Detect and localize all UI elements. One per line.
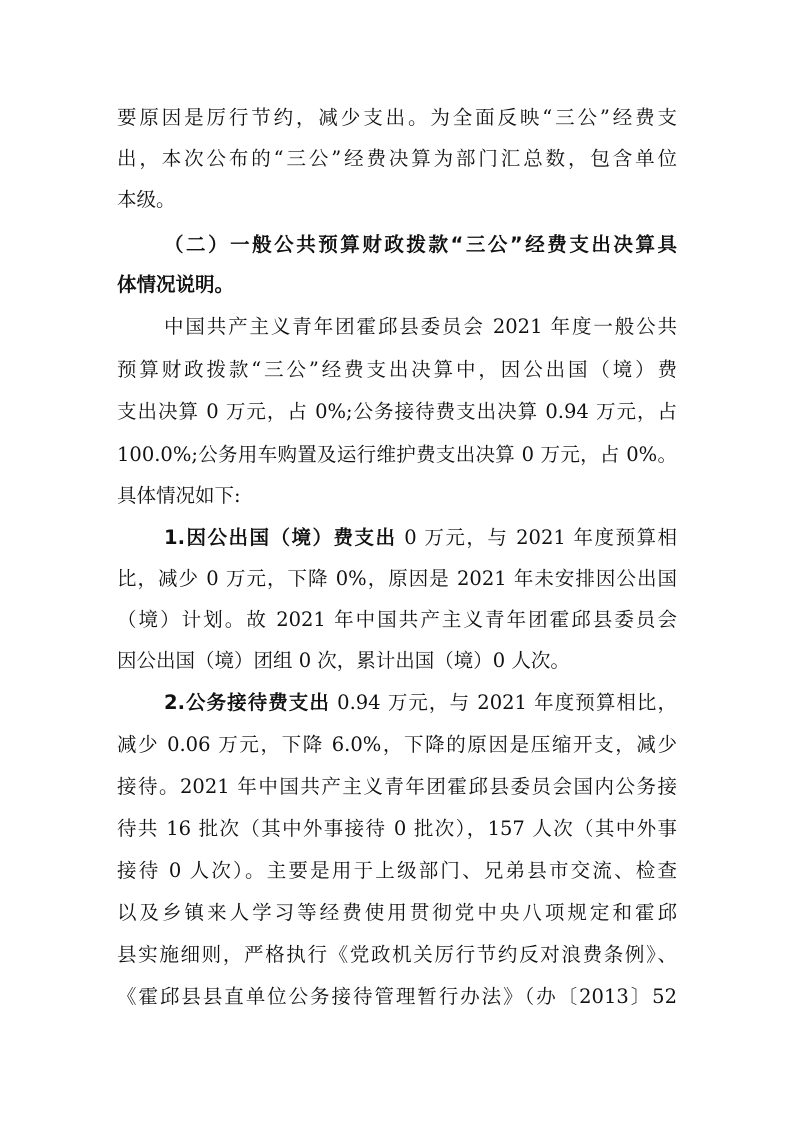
text-line: 出，本次公布的“三公”经费决算为部门汇总数，包含单位 [117, 147, 677, 170]
text-line: 100.0%;公务用车购置及运行维护费支出决算 0 万元，占 0%。 [117, 443, 677, 466]
text-line: 因公出国（境）团组 0 次，累计出国（境）0 人次。 [117, 649, 570, 672]
text-line: 预算财政拨款“三公”经费支出决算中，因公出国（境）费 [117, 358, 677, 381]
text-line: 中国共产主义青年团霍邱县委员会 2021 年度一般公共 [164, 315, 677, 338]
text-line: 具体情况如下: [117, 484, 241, 507]
item-text: 0 万元，与 2021 年度预算相 [396, 526, 677, 549]
text-line: （境）计划。故 2021 年中国共产主义青年团霍邱县委员会 [117, 608, 677, 631]
text-line: 接待。2021 年中国共产主义青年团霍邱县委员会国内公务接 [117, 775, 677, 798]
text-line: 待共 16 批次（其中外事接待 0 批次），157 人次（其中外事 [117, 817, 677, 840]
text-line: 接待 0 人次）。主要是用于上级部门、兄弟县市交流、检查 [117, 859, 677, 882]
text-line: 县实施细则，严格执行《党政机关厉行节约反对浪费条例》、 [117, 943, 677, 966]
text-line: 减少 0.06 万元，下降 6.0%，下降的原因是压缩开支，减少 [117, 733, 677, 756]
item-title: 1.因公出国（境）费支出 [164, 526, 397, 549]
item-line [164, 688, 677, 718]
item-line [164, 523, 677, 553]
text-line: 本级。 [117, 188, 176, 211]
text-line: 《霍邱县县直单位公务接待管理暂行办法》（办〔2013〕52 [117, 985, 677, 1008]
item-title: 2.公务接待费支出 [164, 691, 330, 714]
text-line: 以及乡镇来人学习等经费使用贯彻党中央八项规定和霍邱 [117, 901, 677, 924]
text-line: 要原因是厉行节约，减少支出。为全面反映“三公”经费支 [117, 106, 677, 129]
section-heading: 体情况说明。 [117, 273, 235, 296]
section-heading: （二）一般公共预算财政拨款“三公”经费支出决算具 [164, 233, 677, 256]
text-line: 支出决算 0 万元，占 0%;公务接待费支出决算 0.94 万元，占 [117, 400, 677, 423]
text-line: 比，减少 0 万元，下降 0%，原因是 2021 年未安排因公出国 [117, 567, 677, 590]
item-text: 0.94 万元，与 2021 年度预算相比， [329, 691, 677, 714]
